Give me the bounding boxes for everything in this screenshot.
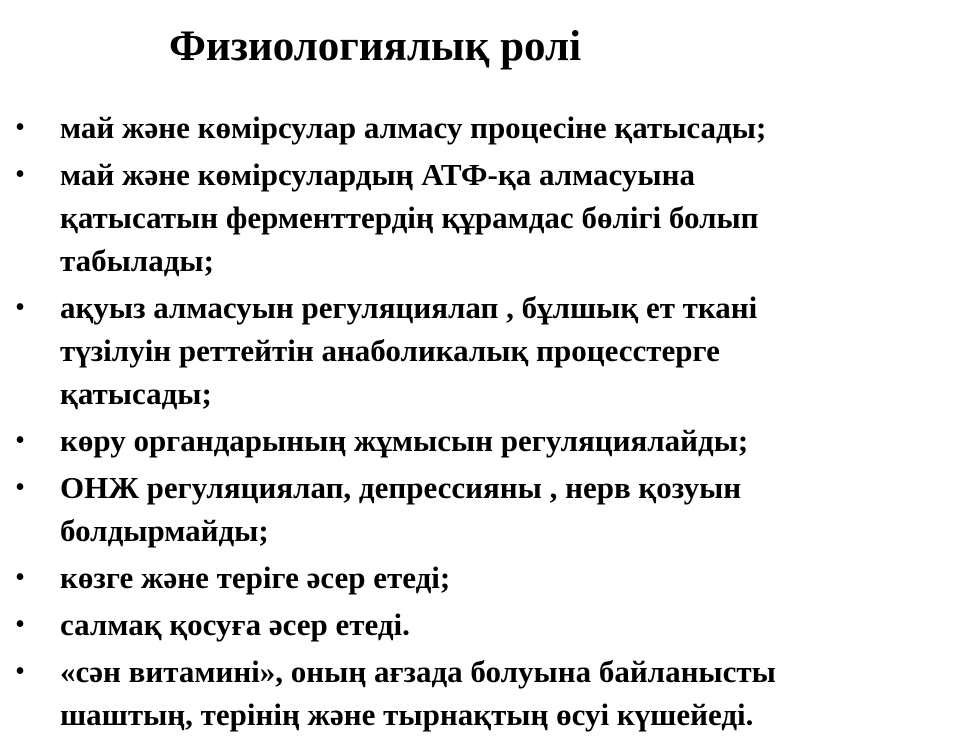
bullet-text-line: қатысады;	[60, 376, 212, 411]
bullet-item	[10, 650, 950, 736]
bullet-list	[10, 106, 950, 740]
bullet-text-line: болдырмайды;	[60, 513, 269, 548]
bullet-dot-icon: •	[15, 292, 25, 323]
bullet-text-line: ОНЖ регуляциялап, депрессияны , нерв қозуын	[60, 470, 742, 505]
bullet-dot-icon: •	[15, 562, 25, 593]
bullet-item	[10, 286, 950, 415]
bullet-dot-icon: •	[15, 425, 25, 456]
bullet-item	[10, 106, 950, 149]
bullet-text-line: май және көмірсулардың АТФ-қа алмасуына	[60, 157, 695, 192]
bullet-text-line: табылады;	[60, 243, 214, 278]
bullet-text-line: түзілуін реттейтін анаболикалық процесстерге	[60, 333, 720, 368]
bullet-dot-icon: •	[15, 112, 25, 143]
bullet-dot-icon: •	[15, 609, 25, 640]
bullet-item	[10, 153, 950, 282]
bullet-item	[10, 556, 950, 599]
bullet-text-line: қатысатын ферменттердің құрамдас бөлігі болып	[60, 200, 759, 235]
bullet-dot-icon: •	[15, 159, 25, 190]
bullet-item	[10, 466, 950, 552]
bullet-text-line: көру органдарының жұмысын регуляциялайды;	[60, 423, 749, 458]
bullet-item	[10, 419, 950, 462]
bullet-text-line: май және көмірсулар алмасу процесіне қатысады;	[60, 110, 767, 145]
bullet-text-line: шаштың, терінің және тырнақтың өсуі күшейеді.	[60, 697, 754, 732]
bullet-dot-icon: •	[15, 472, 25, 503]
bullet-text-line: салмақ қосуға әсер етеді.	[60, 607, 410, 642]
bullet-item	[10, 603, 950, 646]
slide-title: Физиологиялық ролі	[168, 23, 582, 70]
bullet-text-line: «сән витамині», оның ағзада болуына байланысты	[60, 654, 776, 689]
bullet-text-line: ақуыз алмасуын регуляциялап , бұлшық ет ткані	[60, 290, 758, 325]
bullet-dot-icon: •	[15, 656, 25, 687]
bullet-text-line: көзге және теріге әсер етеді;	[60, 560, 451, 595]
